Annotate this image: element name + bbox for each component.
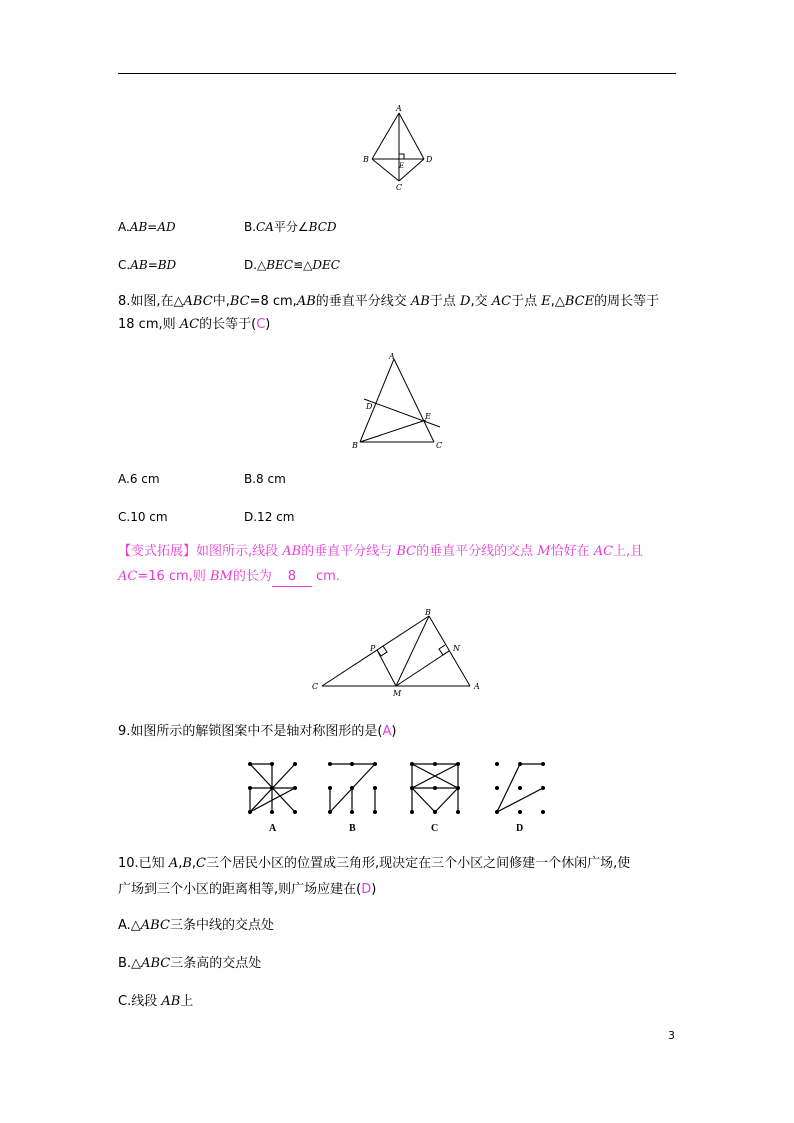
q10-l1-v3: C — [196, 856, 206, 871]
q10-option-b — [118, 955, 261, 973]
header-rule — [118, 73, 676, 74]
var-l1-s1: 【变式拓展】如图所示,线段 — [118, 544, 283, 559]
q8-label-d: D — [366, 402, 373, 411]
q8-l1-s9: 的周长等于 — [594, 294, 660, 309]
q9-answer: A — [382, 724, 392, 739]
q7-option-c-text: AB=BD — [130, 258, 177, 272]
q9-unlock-patterns — [240, 758, 560, 836]
q9-s2: ) — [391, 724, 397, 739]
q10-opt-b-s1: B.△ — [118, 956, 142, 971]
q10-option-a — [118, 917, 274, 935]
q10-l1-s1: 10.已知 — [118, 856, 169, 871]
q8-l1-s5: 于点 — [429, 294, 461, 309]
q10-answer: D — [361, 882, 372, 897]
q7-option-b-prefix: B. — [244, 220, 257, 234]
q7-label-b: B — [363, 155, 369, 164]
variant-label-a: A — [474, 682, 480, 691]
q7-option-c — [118, 257, 176, 273]
q8-triangle-figure — [346, 352, 446, 452]
q10-l2-s1: 广场到三个小区的距离相等,则广场应建在( — [118, 882, 362, 897]
q7-option-a-prefix: A. — [118, 220, 130, 234]
q8-label-b: B — [352, 441, 358, 450]
q9-pattern-label-d: D — [516, 823, 524, 834]
q9-text — [118, 723, 396, 741]
q10-l1-v1: A — [168, 856, 179, 871]
q10-opt-b-v1: ABC — [141, 956, 171, 971]
q10-text-line2 — [118, 881, 376, 899]
q8-l1-v1: ABC — [183, 294, 213, 309]
q8-l1-v7: E — [541, 294, 551, 309]
q7-option-d-prefix: D.△ — [244, 258, 267, 272]
q7-label-d: D — [426, 155, 433, 164]
var-l1-s5: 上,且 — [613, 544, 644, 559]
page-number: 3 — [668, 1029, 675, 1042]
q9-pattern-label-c: C — [431, 823, 439, 834]
var-l1-v1: AB — [282, 544, 302, 559]
q8-label-a: A — [389, 352, 395, 361]
var-l2-s3: cm. — [311, 569, 340, 584]
q8-l1-s6: ,交 — [470, 294, 492, 309]
q10-opt-c-v1: AB — [161, 994, 181, 1009]
q8-option-d: D.12 cm — [244, 510, 295, 524]
var-l1-v2: BC — [396, 544, 417, 559]
q10-l2-s2: ) — [371, 882, 377, 897]
variant-label-m: M — [393, 689, 402, 698]
variant-label-n: N — [453, 644, 460, 653]
q8-l2-s3: ) — [265, 317, 271, 332]
q7-option-c-prefix: C. — [118, 258, 131, 272]
var-l1-v4: AC — [593, 544, 614, 559]
q8-l2-v1: AC — [179, 317, 200, 332]
q8-l1-s1: 8.如图,在△ — [118, 294, 184, 309]
var-l1-s2: 的垂直平分线与 — [301, 544, 397, 559]
q7-option-d-var1: BEC — [266, 258, 294, 272]
q8-l2-s2: 的长等于( — [199, 317, 257, 332]
variant-label-b: B — [425, 608, 431, 617]
q10-l1-s3: , — [191, 856, 197, 871]
q8-l1-v4: AB — [410, 294, 430, 309]
q8-l1-v3: AB — [296, 294, 316, 309]
var-l1-v3: M — [537, 544, 551, 559]
q8-l1-s4: 的垂直平分线交 — [315, 294, 411, 309]
q7-option-d — [244, 257, 340, 273]
q10-opt-a-s1: A.△ — [118, 918, 141, 933]
q8-l2-s1: 18 cm,则 — [118, 317, 180, 332]
var-l2-v2: BM — [210, 569, 233, 584]
q7-option-b-var2: BCD — [308, 220, 337, 234]
variant-text-line1 — [118, 543, 643, 561]
var-l2-s1: =16 cm,则 — [137, 569, 210, 584]
q8-text-line1 — [118, 293, 659, 311]
variant-triangle-figure — [308, 608, 488, 700]
variant-label-p: P — [370, 644, 376, 653]
q8-l1-v6: AC — [491, 294, 512, 309]
q7-option-b-var1: CA — [256, 220, 274, 234]
q8-l1-s2: 中, — [212, 294, 230, 309]
q8-l1-v8: BCE — [564, 294, 595, 309]
q8-option-b: B.8 cm — [244, 472, 286, 486]
variant-label-c: C — [312, 682, 319, 691]
q7-option-d-var2: DEC — [312, 258, 340, 272]
q10-opt-b-s2: 三条高的交点处 — [170, 956, 262, 971]
variant-text-line2 — [118, 568, 340, 587]
q7-label-e: E — [399, 162, 405, 170]
q10-opt-c-s1: C.线段 — [118, 994, 162, 1009]
q7-option-d-mid: ≌△ — [293, 258, 313, 272]
q9-pattern-label-b: B — [349, 823, 356, 834]
var-l2-s2: 的长为 — [232, 569, 272, 584]
q10-l1-s4: 三个居民小区的位置成三角形,现决定在三个小区之间修建一个休闲广场,使 — [206, 856, 631, 871]
q7-label-c: C — [396, 183, 403, 192]
q7-option-b — [244, 219, 337, 235]
var-l1-s4: 恰好在 — [550, 544, 594, 559]
var-l2-v1: AC — [118, 569, 138, 584]
q7-option-a-text: AB=AD — [129, 220, 176, 234]
q8-answer: C — [256, 317, 266, 332]
q9-pattern-label-a: A — [269, 823, 277, 834]
q10-option-c — [118, 993, 193, 1011]
var-l1-s3: 的垂直平分线的交点 — [416, 544, 538, 559]
q8-label-c: C — [436, 441, 443, 450]
q8-text-line2 — [118, 316, 270, 334]
q7-label-a: A — [396, 104, 402, 113]
q8-l1-s3: =8 cm, — [249, 294, 297, 309]
q7-option-a — [118, 219, 176, 235]
q10-l1-s2: , — [178, 856, 183, 871]
q8-l1-s8: ,△ — [550, 294, 565, 309]
q7-option-b-mid: 平分∠ — [273, 220, 309, 234]
q7-kite-figure — [360, 103, 440, 195]
q8-l1-v5: D — [460, 294, 471, 309]
q10-opt-c-s2: 上 — [180, 994, 194, 1009]
variant-answer-blank: 8 — [272, 568, 312, 587]
q8-l1-s7: 于点 — [511, 294, 542, 309]
q8-option-a: A.6 cm — [118, 472, 160, 486]
q8-label-e: E — [425, 412, 431, 421]
q10-text-line1 — [118, 855, 630, 873]
q10-opt-a-s2: 三条中线的交点处 — [169, 918, 274, 933]
q8-l1-v2: BC — [229, 294, 250, 309]
q10-opt-a-v1: ABC — [140, 918, 170, 933]
q9-s1: 9.如图所示的解锁图案中不是轴对称图形的是( — [118, 724, 383, 739]
q10-l1-v2: B — [182, 856, 192, 871]
q8-option-c: C.10 cm — [118, 510, 168, 524]
